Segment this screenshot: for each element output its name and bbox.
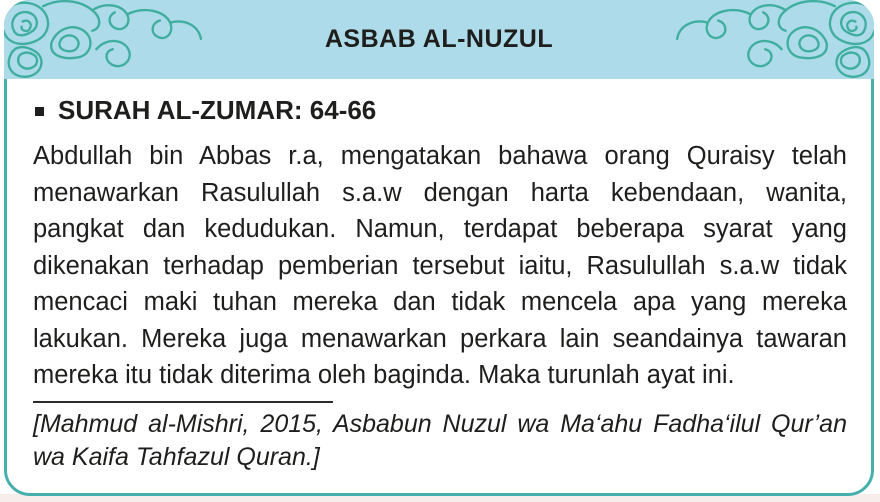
body-paragraph: Abdullah bin Abbas r.a, mengatakan bahawa orang Quraisy telah menawarkan Rasulullah s.a.w dengan harta kebendaan, wanita, pangkat dan kedudukan. Namun, terdapat beberapa syarat yang dikenakan terhadap pemberian tersebut iaitu, Rasulullah s.a.w tidak mencaci maki tuhan mereka dan tidak mencela apa yang mereka lakukan. Mereka juga menawarkan perkara lain seandainya tawaran mereka itu tidak diterima oleh baginda. Maka turunlah ayat ini. [33,142,847,389]
square-bullet-icon [35,107,44,116]
source-citation: [Mahmud al-Mishri, 2015, Asbabun Nuzul wa Ma‘ahu Fadha‘ilul Qur’an wa Kaifa Tahfazul Quran.] [33,409,847,471]
footnote-divider [33,401,333,403]
content-area [33,82,847,474]
title-banner [4,0,874,79]
page-title: ASBAB AL-NUZUL [324,25,554,53]
section-heading: SURAH AL-ZUMAR: 64-66 [58,95,377,125]
section-heading-row [33,95,847,126]
content-card [4,0,874,496]
